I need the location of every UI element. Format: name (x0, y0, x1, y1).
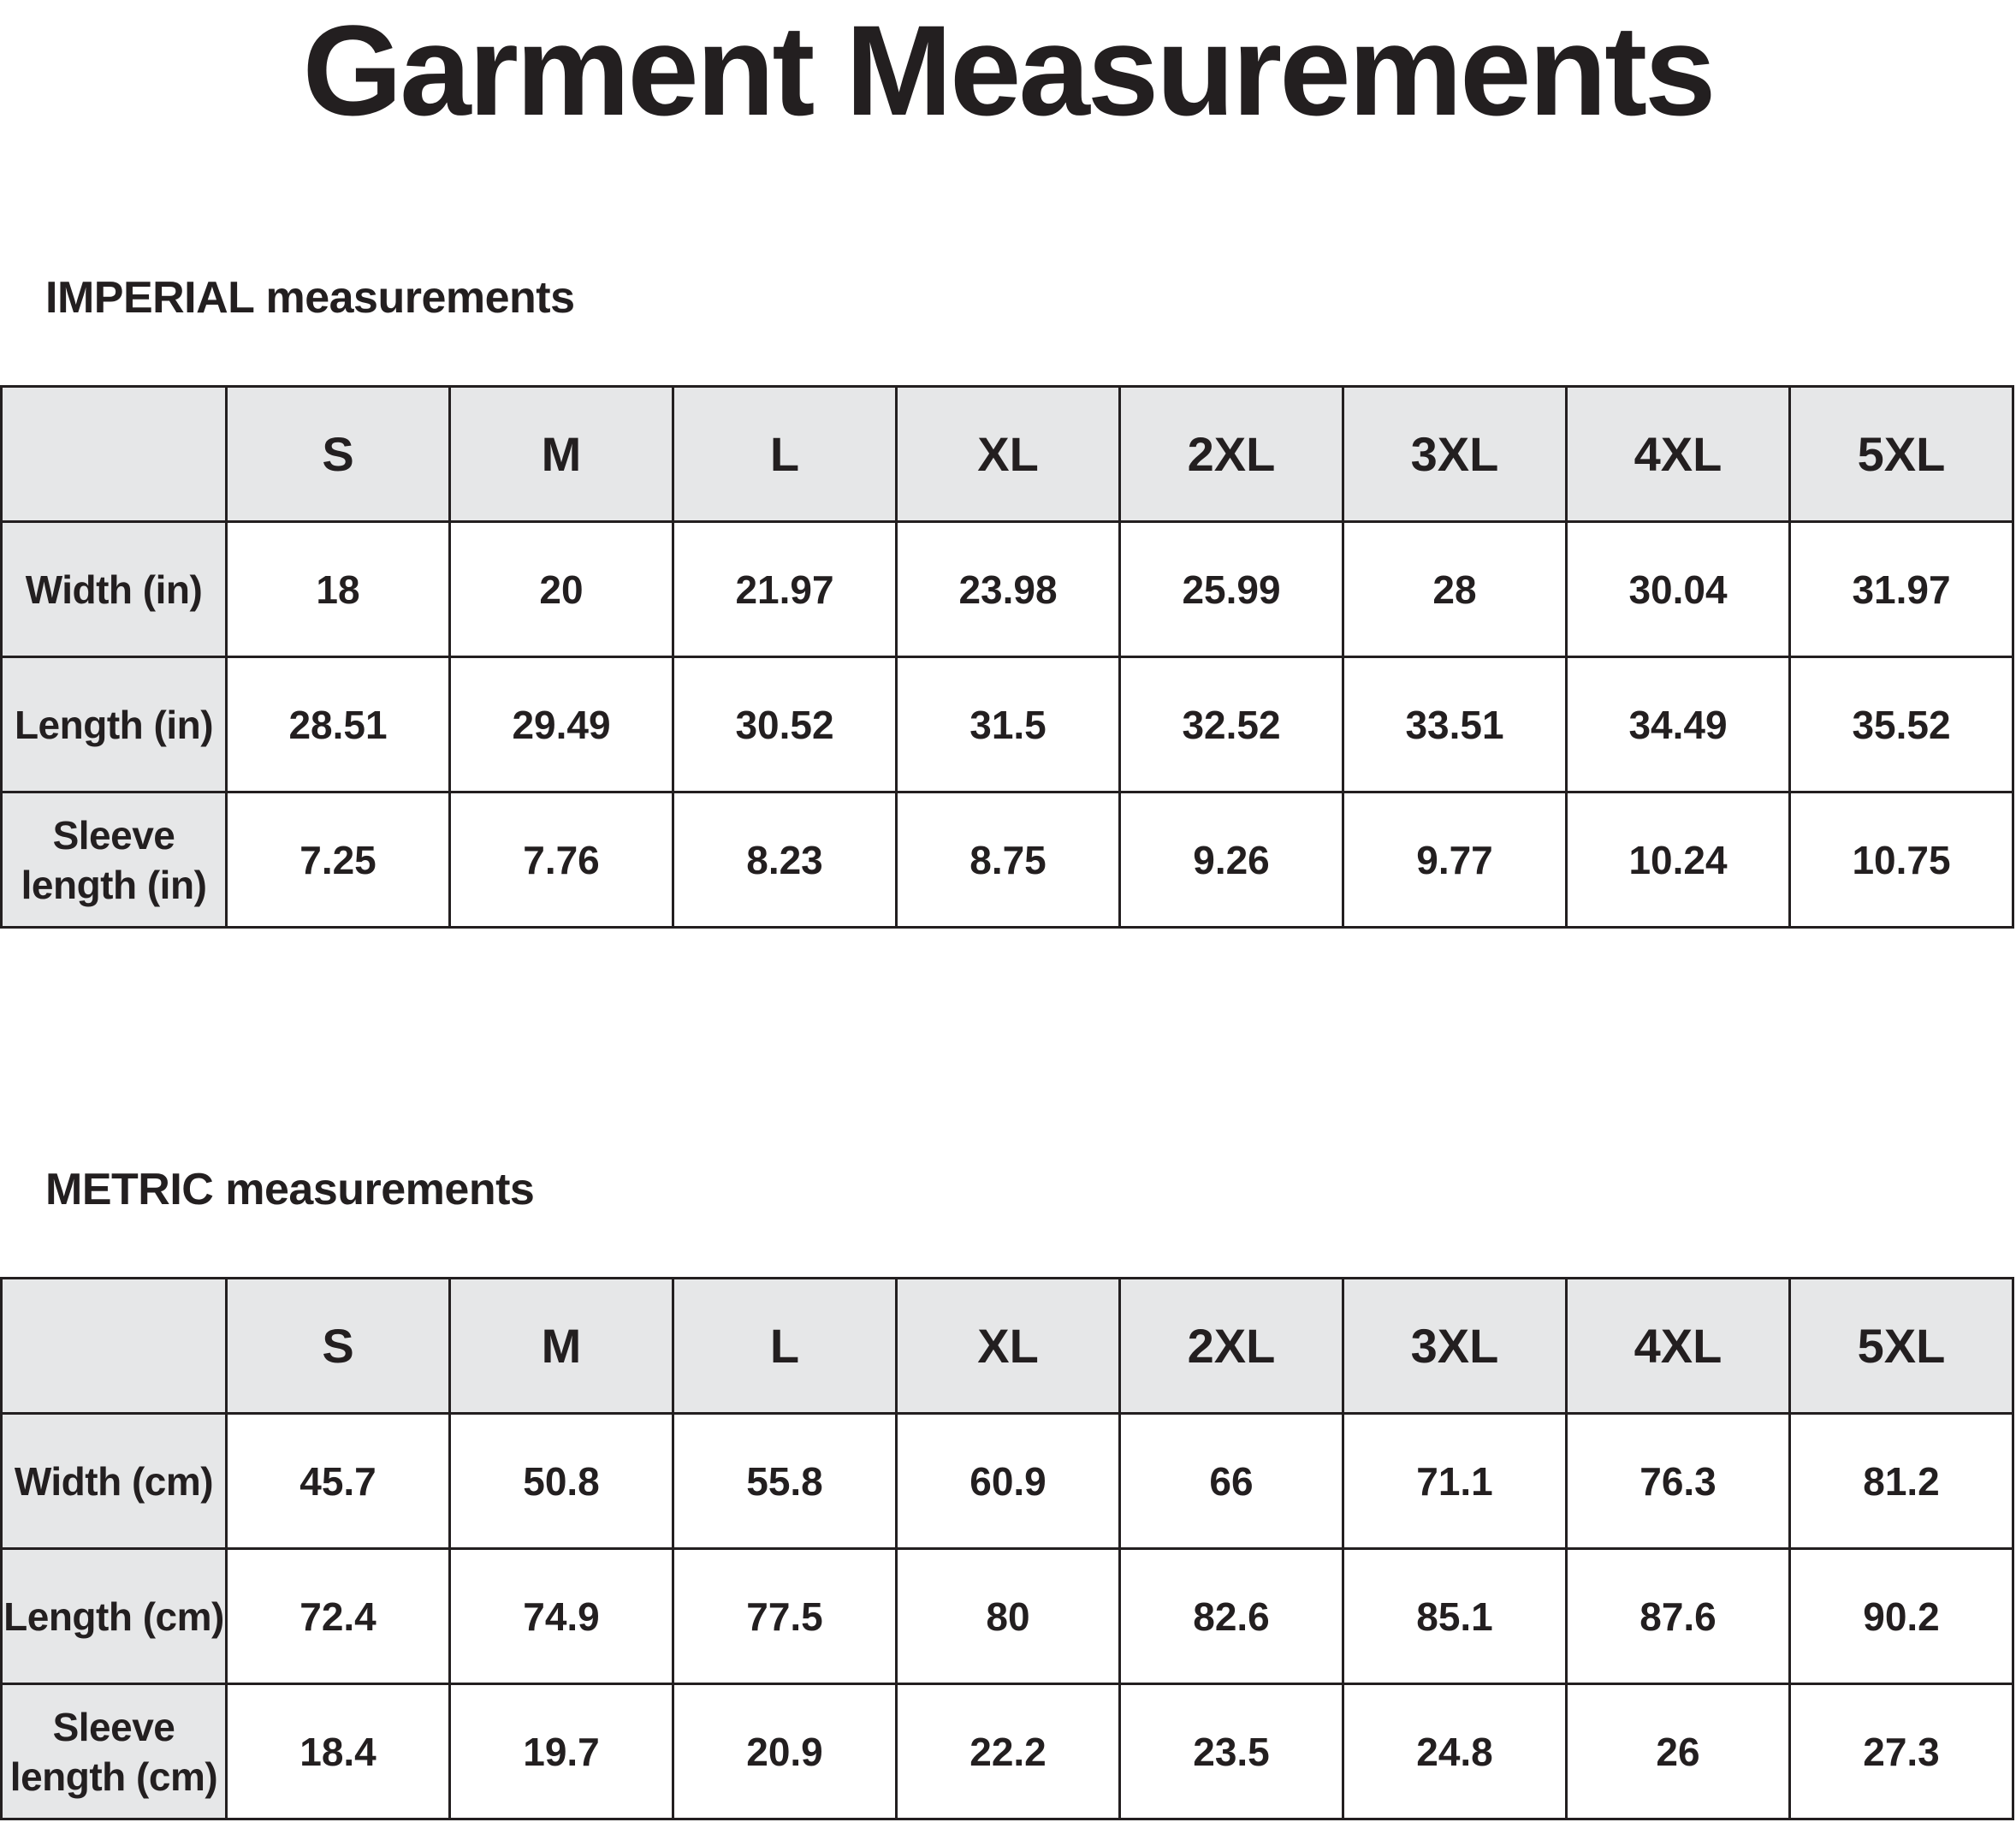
size-header: XL (897, 1279, 1120, 1414)
table-cell: 27.3 (1790, 1684, 2013, 1819)
size-header: S (227, 1279, 450, 1414)
table-cell: 8.23 (673, 792, 897, 928)
table-cell: 7.76 (450, 792, 673, 928)
corner-cell (2, 387, 227, 522)
table-cell: 18.4 (227, 1684, 450, 1819)
table-cell: 80 (897, 1549, 1120, 1684)
table-cell: 90.2 (1790, 1549, 2013, 1684)
table-cell: 7.25 (227, 792, 450, 928)
table-row (2, 1414, 2013, 1549)
size-header: 4XL (1567, 1279, 1790, 1414)
size-header: S (227, 387, 450, 522)
table-cell: 10.24 (1567, 792, 1790, 928)
table-cell: 55.8 (673, 1414, 897, 1549)
table-header-row (2, 387, 2013, 522)
table-cell: 76.3 (1567, 1414, 1790, 1549)
row-label: Length (in) (2, 657, 227, 792)
table-cell: 10.75 (1790, 792, 2013, 928)
table-cell: 71.1 (1343, 1414, 1567, 1549)
table-cell: 8.75 (897, 792, 1120, 928)
table-cell: 31.97 (1790, 522, 2013, 657)
corner-cell (2, 1279, 227, 1414)
size-header: 3XL (1343, 1279, 1567, 1414)
imperial-section-heading: IMPERIAL measurements (45, 273, 575, 323)
table-cell: 77.5 (673, 1549, 897, 1684)
imperial-measurements-table (0, 385, 2014, 929)
table-cell: 23.98 (897, 522, 1120, 657)
table-cell: 26 (1567, 1684, 1790, 1819)
table-cell: 24.8 (1343, 1684, 1567, 1819)
row-label: Width (in) (2, 522, 227, 657)
table-cell: 45.7 (227, 1414, 450, 1549)
size-header: L (673, 387, 897, 522)
table-cell: 32.52 (1120, 657, 1343, 792)
size-header: L (673, 1279, 897, 1414)
metric-measurements-table (0, 1277, 2014, 1820)
table-cell: 30.04 (1567, 522, 1790, 657)
table-cell: 30.52 (673, 657, 897, 792)
size-header: 5XL (1790, 1279, 2013, 1414)
table-cell: 31.5 (897, 657, 1120, 792)
table-cell: 20 (450, 522, 673, 657)
table-cell: 29.49 (450, 657, 673, 792)
table-header-row (2, 1279, 2013, 1414)
table-cell: 20.9 (673, 1684, 897, 1819)
table-cell: 85.1 (1343, 1549, 1567, 1684)
table-cell: 34.49 (1567, 657, 1790, 792)
table-cell: 87.6 (1567, 1549, 1790, 1684)
table-cell: 18 (227, 522, 450, 657)
size-header: M (450, 1279, 673, 1414)
table-cell: 72.4 (227, 1549, 450, 1684)
size-header: 3XL (1343, 387, 1567, 522)
size-header: 5XL (1790, 387, 2013, 522)
table-cell: 9.77 (1343, 792, 1567, 928)
row-label: Width (cm) (2, 1414, 227, 1549)
table-cell: 9.26 (1120, 792, 1343, 928)
table-cell: 21.97 (673, 522, 897, 657)
table-cell: 35.52 (1790, 657, 2013, 792)
size-header: 2XL (1120, 387, 1343, 522)
table-row (2, 1684, 2013, 1819)
page-title: Garment Measurements (302, 0, 1714, 142)
table-cell: 28.51 (227, 657, 450, 792)
table-cell: 28 (1343, 522, 1567, 657)
table-cell: 22.2 (897, 1684, 1120, 1819)
metric-section-heading: METRIC measurements (45, 1165, 535, 1214)
table-cell: 19.7 (450, 1684, 673, 1819)
table-cell: 50.8 (450, 1414, 673, 1549)
table-row (2, 522, 2013, 657)
table-cell: 74.9 (450, 1549, 673, 1684)
row-label: Sleeve length (in) (2, 792, 227, 928)
table-row (2, 657, 2013, 792)
table-cell: 66 (1120, 1414, 1343, 1549)
row-label: Sleeve length (cm) (2, 1684, 227, 1819)
table-cell: 25.99 (1120, 522, 1343, 657)
table-cell: 81.2 (1790, 1414, 2013, 1549)
table-row (2, 1549, 2013, 1684)
size-header: M (450, 387, 673, 522)
table-cell: 82.6 (1120, 1549, 1343, 1684)
row-label: Length (cm) (2, 1549, 227, 1684)
table-row (2, 792, 2013, 928)
table-cell: 33.51 (1343, 657, 1567, 792)
size-header: 4XL (1567, 387, 1790, 522)
size-header: 2XL (1120, 1279, 1343, 1414)
table-cell: 60.9 (897, 1414, 1120, 1549)
size-header: XL (897, 387, 1120, 522)
table-cell: 23.5 (1120, 1684, 1343, 1819)
